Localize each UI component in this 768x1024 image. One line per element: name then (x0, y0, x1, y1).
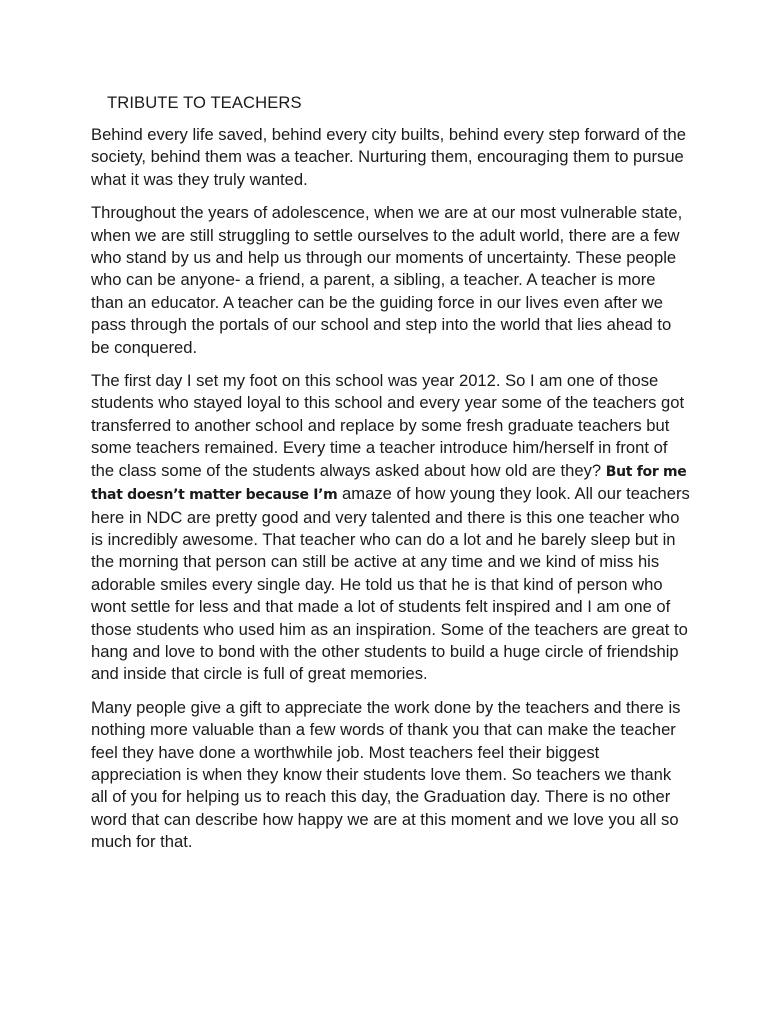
paragraph-1: Behind every life saved, behind every city builts, behind every step forward of the society, behind them was a teacher. Nurturing them, encouraging them to pursue what it was they truly wanted. (91, 125, 686, 189)
document-body (91, 124, 691, 865)
paragraph-4: Many people give a gift to appreciate the work done by the teachers and there is nothing more valuable than a few words of thank you that can make the teacher feel they have done a worthwhile job. Most teachers feel their biggest appreciation is when they know their students love them. So teachers we thank all of you for helping us to reach this day, the Graduation day. There is no other word that can describe how happy we are at this moment and we love you all so much for that. (91, 697, 681, 852)
document-title: TRIBUTE TO TEACHERS (107, 93, 302, 112)
paragraph-3-text-after: amaze of how young they look. All our teachers here in NDC are pretty good and very talented and there is this one teacher who is incredibly awesome. That teacher who can do a lot and he barely sleep but in the morning that person can still be active at any time and we kind of miss his adorable smiles every single day. He told us that he is that kind of person who wont settle for less and that made a lot of students felt inspired and I am one of those students who used him as an inspiration. Some of the teachers are great to hang and love to bond with the other students to build a huge circle of friendship and inside that circle is full of great memories. (91, 484, 690, 684)
paragraph-3 (91, 370, 691, 686)
paragraph-2: Throughout the years of adolescence, when we are at our most vulnerable state, when we are still struggling to settle ourselves to the adult world, there are a few who stand by us and help us through our moments of uncertainty. These people who can be anyone- a friend, a parent, a sibling, a teacher. A teacher is more than an educator. A teacher can be the guiding force in our lives even after we pass through the portals of our school and step into the world that lies ahead to be conquered. (91, 203, 683, 357)
paragraph-3-text-before: The first day I set my foot on this school was year 2012. So I am one of those students who stayed loyal to this school and every year some of the teachers got transferred to another school and replace by some fresh graduate teachers but some teachers remained. Every time a teacher introduce him/herself in front of the class some of the students always asked about how old are they? (91, 371, 685, 480)
paragraph-3-emphasis: But for me that doesn’t matter because I’m (91, 463, 687, 504)
